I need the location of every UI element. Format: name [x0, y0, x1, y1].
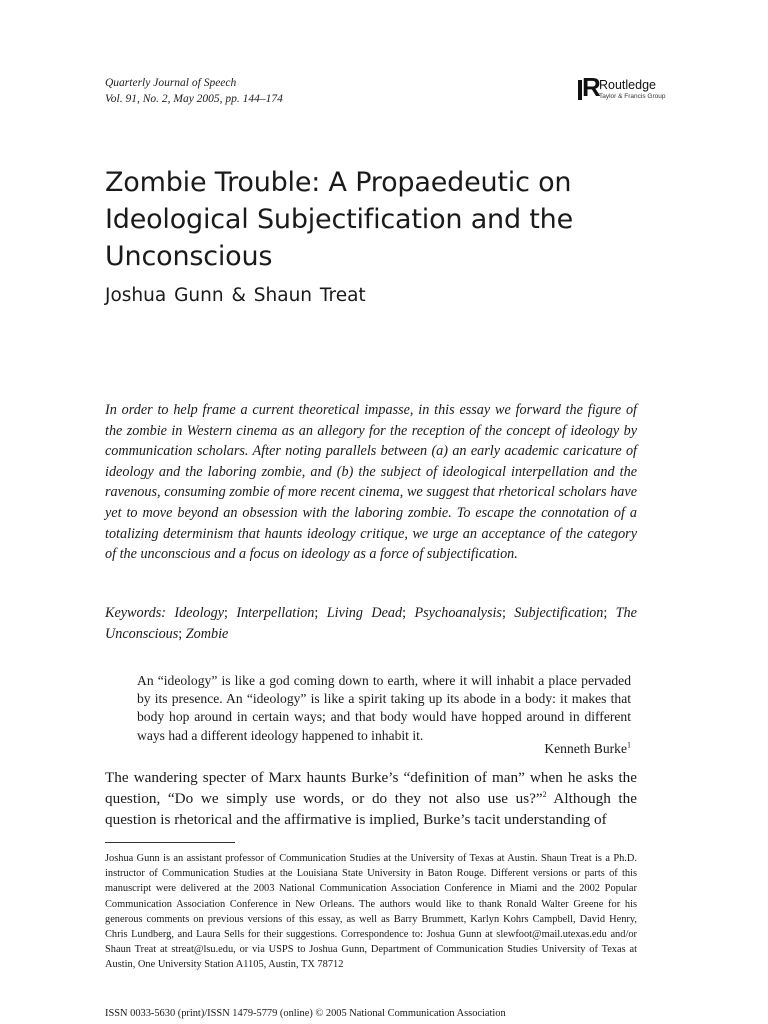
abstract: In order to help frame a current theoretical impasse, in this essay we forward the figure of the zombie in Western cinema as an allegory for the reception of the concept of ideology by communication scholars. After noting parallels between (a) an early academic caricature of ideology and the laboring zombie, and (b) the subject of ideological interpellation and the ravenous, consuming zombie of more recent cinema, we suggest that rhetorical scholars have yet to move beyond an obsession with the laboring zombie. To escape the connotation of a totalizing determinism that haunts ideology critique, we urge an acceptance of the category of the unconscious and a focus on ideology as a force of subjectification.: [105, 402, 637, 563]
keywords-label: Keywords:: [105, 605, 166, 621]
keyword: Psychoanalysis: [414, 605, 502, 621]
footnote-marker: 1: [627, 740, 631, 750]
keyword: Interpellation: [236, 605, 315, 621]
keyword: Zombie: [185, 625, 229, 642]
body-text-part2: Although the question is rhetorical and the affirmative is implied, Burke’s tacit understanding of: [105, 790, 637, 828]
article-title: Zombie Trouble: A Propaedeutic on Ideological Subjectification and the Unconscious: [105, 167, 573, 272]
keywords-list: Ideology; Interpellation; Living Dead; Psychoanalysis; Subjectification; The Unconscious; Zombie: [105, 605, 637, 642]
keyword: The Unconscious: [105, 605, 637, 642]
epigraph-author: Kenneth Burke: [544, 741, 627, 756]
footnote-marker: 2: [542, 789, 547, 799]
journal-info: [105, 75, 283, 107]
issn-copyright: ISSN 0033-5630 (print)/ISSN 1479-5779 (online) © 2005 National Communication Association: [105, 1008, 506, 1019]
publisher-logo: [578, 72, 666, 102]
epigraph-quote: An “ideology” is like a god coming down to earth, where it will inhabit a place pervaded by its presence. An “ideology” is like a spirit taking up its abode in a body: it makes that body hop around in certain ways; and that body would have hopped around in different ways had a different ideology happened to inhabit it.: [137, 673, 631, 743]
author-footnote: Joshua Gunn is an assistant professor of Communication Studies at the University of Texas at Austin. Shaun Treat is a Ph.D. instructor of Communication Studies at the Louisiana State University in Baton Rouge. Different versions or parts of this manuscript were delivered at the 2003 National Communication Association Conference in Miami and the 2002 Popular Communication Association Conference in New Orleans. The authors would like to thank Ronald Walter Greene for his generous comments on previous versions of this essay, as well as Barry Brummett, Karlyn Kohrs Campbell, David Henry, Chris Lundberg, and Laura Sells for their suggestions. Correspondence to: Joshua Gunn at slewfoot@mail.utexas.edu and/or Shaun Treat at streat@lsu.edu, or via USPS to Joshua Gunn, Department of Communication Studies University of Texas at Austin, One University Station A1105, Austin, TX 78712: [105, 853, 637, 971]
keywords: [105, 603, 637, 644]
body-paragraph: [105, 767, 637, 830]
publisher-name: Routledge: [599, 78, 656, 92]
footnote-divider: [105, 842, 235, 843]
keyword: Ideology: [174, 605, 224, 621]
routledge-logo-icon: R: [578, 78, 596, 102]
epigraph-attribution: [544, 740, 631, 758]
journal-name: Quarterly Journal of Speech: [105, 77, 237, 89]
keyword: Subjectification: [514, 605, 604, 621]
body-text-part1: The wandering specter of Marx haunts Burke’s “definition of man” when he asks the question, “Do we simply use words, or do they not also use us?”: [105, 769, 637, 807]
publisher-group: Taylor & Francis Group: [599, 93, 666, 100]
keyword: Living Dead: [326, 605, 403, 621]
article-authors: Joshua Gunn & Shaun Treat: [105, 285, 366, 306]
journal-citation: Vol. 91, No. 2, May 2005, pp. 144–174: [105, 93, 283, 105]
